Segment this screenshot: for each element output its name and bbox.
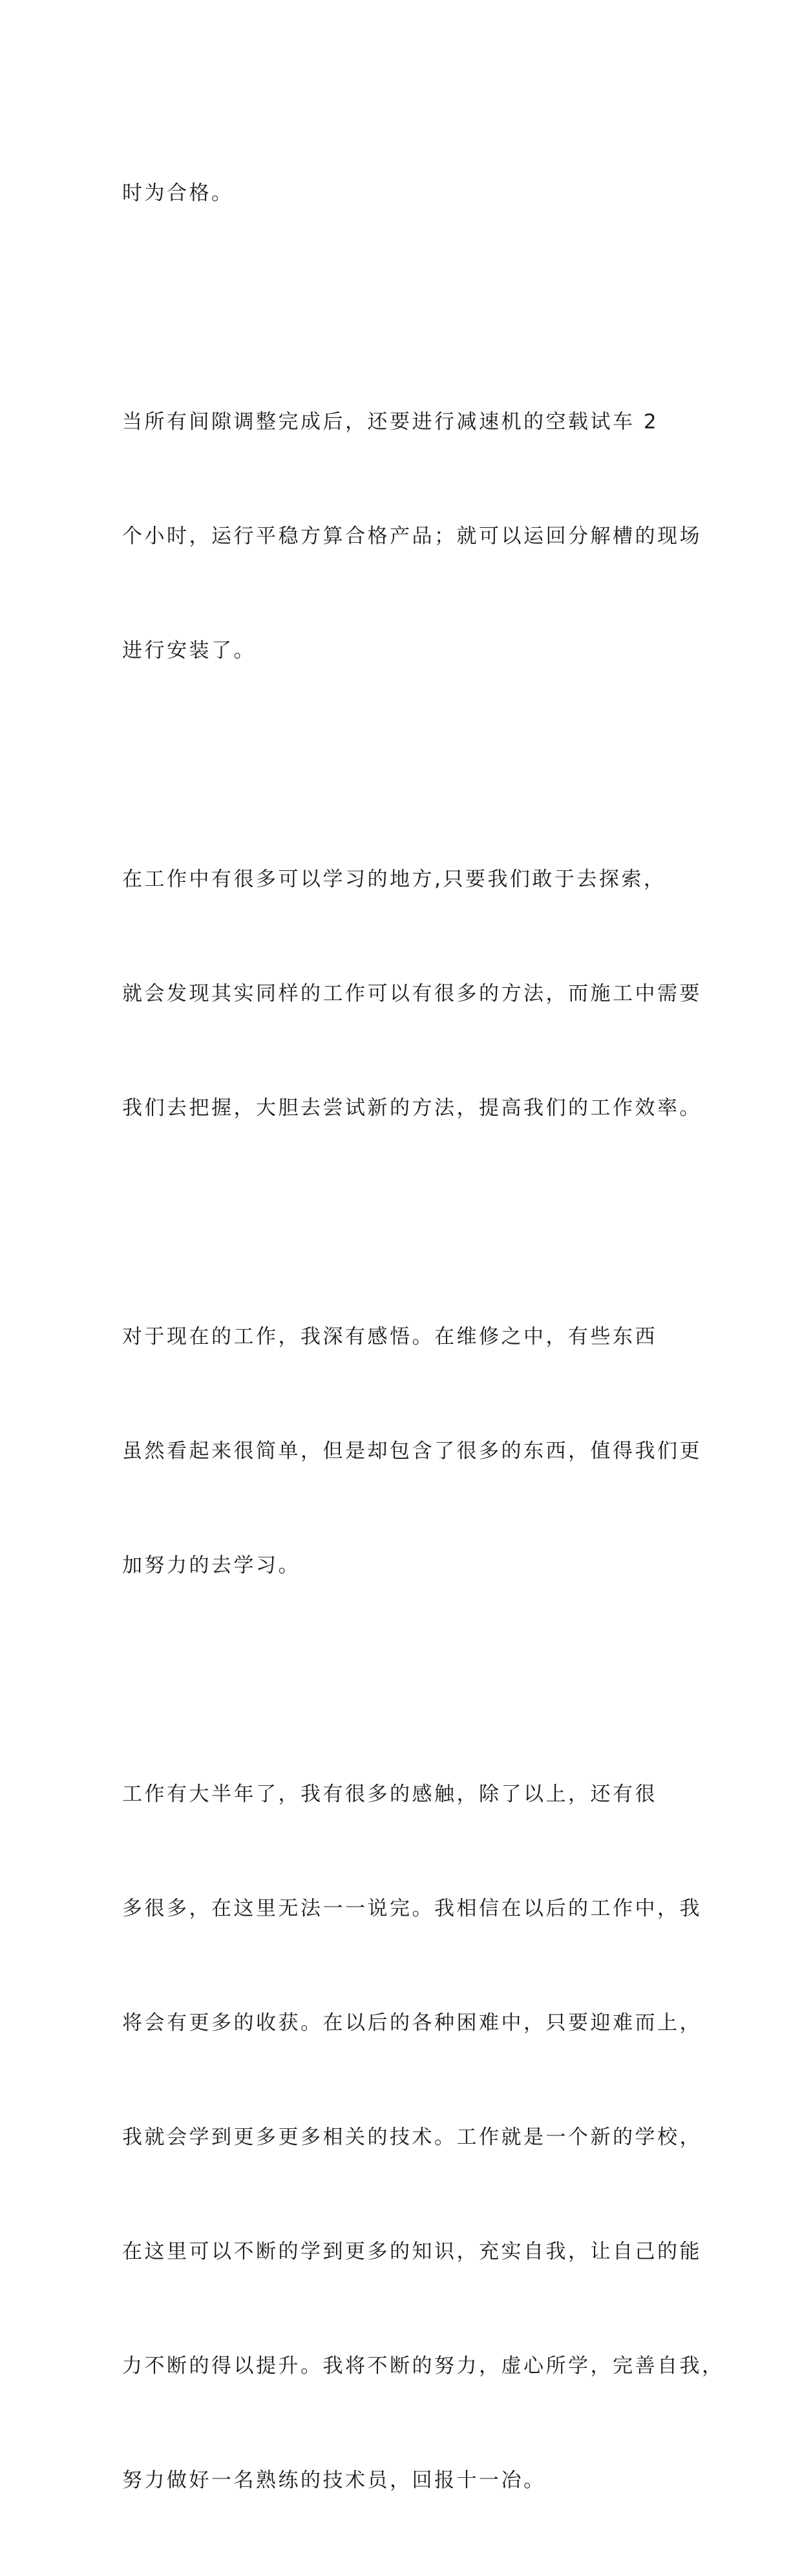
paragraph-line: 时为合格。 <box>122 182 234 205</box>
paragraph-line: 努力做好一名熟练的技术员，回报十一冶。 <box>122 2469 546 2492</box>
paragraph-line: 在这里可以不断的学到更多的知识，充实自我，让自己的能 <box>122 2240 702 2263</box>
paragraph-3 <box>122 784 702 1204</box>
paragraph-line: 对于现在的工作，我深有感悟。在维修之中，有些东西 <box>122 1325 657 1348</box>
paragraph-line: 力不断的得以提升。我将不断的努力，虚心所学，完善自我， <box>122 2354 724 2378</box>
paragraph-line: 工作有大半年了，我有很多的感触，除了以上，还有很 <box>122 1783 657 1806</box>
paragraph-line: 进行安装了。 <box>122 639 256 662</box>
paragraph-line: 在工作中有很多可以学习的地方,只要我们敢于去探索， <box>122 868 666 891</box>
paragraph-1 <box>122 98 684 289</box>
paragraph-line: 我们去把握，大胆去尝试新的方法，提高我们的工作效率。 <box>122 1096 702 1120</box>
paragraph-line: 虽然看起来很简单，但是却包含了很多的东西，值得我们更 <box>122 1440 702 1463</box>
paragraph-line: 当所有间隙调整完成后，还要进行减速机的空载试车 2 <box>122 410 659 434</box>
paragraph-line: 个小时，运行平稳方算合格产品；就可以运回分解槽的现场 <box>122 525 702 548</box>
paragraph-line: 加努力的去学习。 <box>122 1554 301 1577</box>
paragraph-line: 我就会学到更多更多相关的技术。工作就是一个新的学校， <box>122 2126 702 2149</box>
paragraph-line: 就会发现其实同样的工作可以有很多的方法，而施工中需要 <box>122 982 702 1005</box>
paragraph-line: 将会有更多的收获。在以后的各种困难中，只要迎难而上， <box>122 2011 702 2035</box>
paragraph-line: 多很多，在这里无法一一说完。我相信在以后的工作中，我 <box>122 1897 702 1920</box>
document-body <box>122 98 724 2576</box>
paragraph-4 <box>122 1242 702 1661</box>
paragraph-5 <box>122 1699 724 2576</box>
paragraph-2 <box>122 327 702 746</box>
